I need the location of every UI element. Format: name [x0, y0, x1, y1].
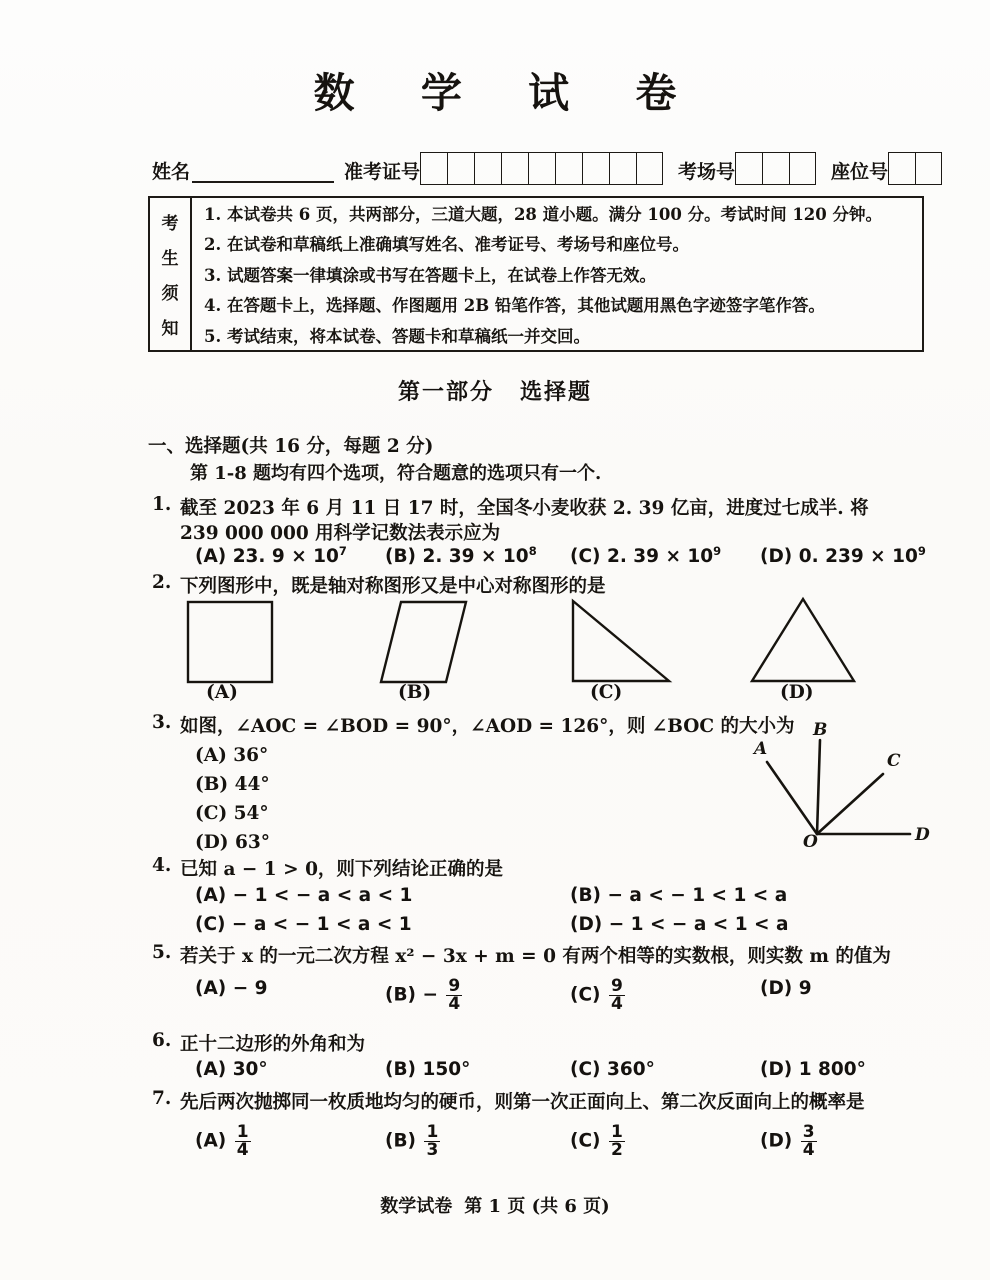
exam-room-boxes[interactable]: [735, 152, 816, 185]
section-one-heading: 一、选择题(共 16 分，每题 2 分): [148, 436, 434, 457]
question-5-option-a[interactable]: (A) − 9: [195, 978, 268, 999]
question-4-option-b[interactable]: (B) − a < − 1 < 1 < a: [570, 885, 788, 906]
question-1-option-b[interactable]: (B) 2. $39 \times 10^8$: [385, 544, 537, 568]
figure-parallelogram: [381, 602, 466, 682]
question-6-options: [195, 1059, 985, 1087]
question-7-option-a[interactable]: (A) $\frac{1}{4}$: [195, 1122, 249, 1161]
label-C: C: [887, 751, 901, 771]
question-7-option-b[interactable]: (B) $\frac{1}{3}$: [385, 1122, 439, 1161]
question-6-option-c[interactable]: (C) 360°: [570, 1059, 655, 1080]
question-4-stem: 已知 a − 1 > 0，则下列结论正确的是: [180, 859, 503, 880]
question-7-stem: 先后两次抛掷同一枚质地均匀的硬币，则第一次正面向上、第二次反面向上的概率是: [180, 1092, 865, 1113]
question-1-option-c[interactable]: (C) 2. $39 \times 10^9$: [570, 544, 722, 568]
section-one-subheading: 第 1-8 题均有四个选项，符合题意的选项只有一个.: [190, 463, 602, 484]
part-one-label: 第一部分: [397, 379, 494, 405]
question-5-option-b[interactable]: (B) − $\frac{9}{4}$: [385, 976, 461, 1015]
ray-OA: [767, 762, 817, 834]
question-6-number: 6.: [152, 1030, 172, 1051]
question-2-option-c[interactable]: (C): [590, 682, 623, 703]
label-A: A: [754, 739, 768, 759]
label-D: D: [915, 825, 930, 845]
question-1-options: [195, 544, 985, 572]
question-1-option-a[interactable]: (A) 23. $9 \times 10^7$: [195, 544, 347, 568]
question-6-option-d[interactable]: (D) 1 800°: [760, 1059, 866, 1080]
question-1-option-d[interactable]: (D) 0. $239 \times 10^9$: [760, 544, 926, 568]
notice-head-char-3: 须: [161, 284, 179, 304]
question-2-number: 2.: [152, 572, 172, 593]
notice-item: 4. 在答题卡上，选择题、作图题用 2B 铅笔作答，其他试题用黑色字迹签字笔作答。: [204, 296, 825, 316]
question-1-number: 1.: [152, 494, 172, 515]
question-4-number: 4.: [152, 855, 172, 876]
question-3-option-d[interactable]: (D) 63°: [195, 832, 270, 853]
question-7-options: [195, 1124, 985, 1166]
ray-OB: [817, 740, 820, 834]
notice-heading-vertical: [150, 198, 192, 350]
question-6-stem: 正十二边形的外角和为: [180, 1034, 366, 1055]
notice-head-char-4: 知: [161, 319, 179, 339]
student-id-row: [152, 146, 942, 186]
label-B: B: [813, 720, 828, 740]
question-5-option-d[interactable]: (D) 9: [760, 978, 812, 999]
question-3-number: 3.: [152, 712, 172, 733]
exam-number-label: 准考证号: [344, 161, 421, 183]
question-3-angle-figure: [745, 718, 945, 848]
question-4-options-row-2: [195, 914, 985, 942]
question-2-option-d[interactable]: (D): [780, 682, 814, 703]
question-2-figures: [148, 595, 938, 695]
question-1-stem-line-2: 239 000 000 用科学记数法表示应为: [180, 523, 501, 544]
notice-item: 5. 考试结束，将本试卷、答题卡和草稿纸一并交回。: [204, 326, 590, 346]
name-input-line[interactable]: [192, 161, 334, 183]
notice-head-char-1: 考: [161, 214, 179, 234]
question-4-option-d[interactable]: (D) − 1 < − a < 1 < a: [570, 914, 789, 935]
question-6-option-b[interactable]: (B) 150°: [385, 1059, 471, 1080]
footer-page-number: 第 1 页 (共 6 页): [464, 1196, 610, 1217]
question-5-options: [195, 978, 985, 1020]
question-4-option-a[interactable]: (A) − 1 < − a < a < 1: [195, 885, 413, 906]
exam-room-label: 考场号: [678, 161, 736, 183]
ray-OC: [817, 774, 883, 834]
page-title: 数 学 试 卷: [313, 69, 703, 117]
question-2-stem: 下列图形中，既是轴对称图形又是中心对称图形的是: [180, 576, 606, 597]
part-one-heading: [0, 375, 990, 406]
question-2-option-a[interactable]: (A): [206, 682, 238, 703]
question-3-option-c[interactable]: (C) 54°: [195, 803, 269, 824]
notice-item: 2. 在试卷和草稿纸上准确填写姓名、准考证号、考场号和座位号。: [204, 235, 689, 255]
notice-items: [192, 198, 922, 350]
part-one-name: 选择题: [520, 379, 593, 405]
question-6-option-a[interactable]: (A) 30°: [195, 1059, 268, 1080]
figure-rectangle: [188, 602, 272, 682]
footer-subject: 数学试卷: [380, 1196, 453, 1217]
name-label: 姓名: [152, 161, 191, 183]
label-O: O: [803, 832, 818, 848]
question-5-number: 5.: [152, 942, 172, 963]
notice-item: 3. 试题答案一律填涂或书写在答题卡上，在试卷上作答无效。: [204, 265, 656, 285]
seat-number-label: 座位号: [830, 161, 888, 183]
question-1-stem-line-1: 截至 2023 年 6 月 11 日 17 时，全国冬小麦收获 2. 39 亿亩，进度过七成半. 将: [180, 498, 869, 519]
question-5-stem: 若关于 x 的一元二次方程 x² − 3x + m = 0 有两个相等的实数根，则实数 m 的值为: [180, 946, 891, 967]
question-7-option-d[interactable]: (D) $\frac{3}{4}$: [760, 1122, 815, 1161]
question-4-options-row-1: [195, 885, 985, 913]
question-2-figure-labels: [148, 682, 938, 708]
notice-item: 1. 本试卷共 6 页，共两部分，三道大题，28 道小题。满分 100 分。考试时间 120 分钟。: [204, 205, 883, 224]
question-3-stem: 如图，∠AOC = ∠BOD = 90°，∠AOD = 126°，则 ∠BOC 的大小为: [180, 716, 795, 737]
question-7-number: 7.: [152, 1088, 172, 1109]
candidate-notice-box: [148, 196, 924, 352]
question-5-option-c[interactable]: (C) $\frac{9}{4}$: [570, 976, 623, 1015]
seat-number-boxes[interactable]: [888, 152, 942, 185]
question-3-option-b[interactable]: (B) 44°: [195, 774, 270, 795]
figure-right-triangle: [573, 601, 669, 681]
question-2-option-b[interactable]: (B): [398, 682, 432, 703]
exam-number-boxes[interactable]: [420, 152, 663, 185]
question-7-option-c[interactable]: (C) $\frac{1}{2}$: [570, 1122, 623, 1161]
page-footer: [0, 1192, 990, 1218]
question-3-option-a[interactable]: (A) 36°: [195, 745, 269, 766]
question-4-option-c[interactable]: (C) − a < − 1 < a < 1: [195, 914, 412, 935]
notice-head-char-2: 生: [161, 249, 179, 269]
figure-isosceles-triangle: [752, 599, 854, 681]
